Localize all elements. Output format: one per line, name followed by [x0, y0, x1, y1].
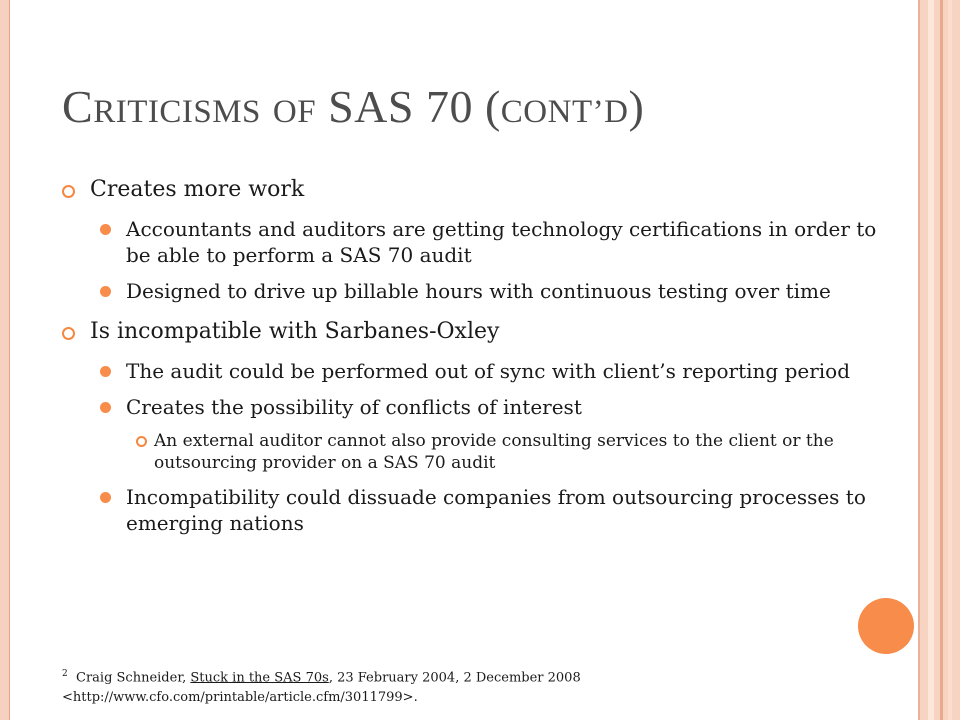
dot-bullet-icon: [100, 402, 111, 413]
bullet-text: Is incompatible with Sarbanes-Oxley: [90, 319, 500, 344]
bullet-text: Creates the possibility of conflicts of interest: [126, 395, 582, 419]
ring-bullet-icon: [136, 436, 147, 447]
bullet-level2: [62, 358, 882, 384]
bullet-level3: [62, 430, 882, 474]
bullet-text: An external auditor cannot also provide consulting services to the client or the outsourcing provider on a SAS 70 audit: [154, 431, 834, 473]
decorative-circle: [858, 598, 914, 654]
bullet-text: Designed to drive up billable hours with continuous testing over time: [126, 279, 831, 303]
slide-title: [62, 80, 644, 133]
bullet-level2: [62, 216, 882, 268]
bullet-level2: [62, 484, 882, 536]
dot-bullet-icon: [100, 492, 111, 503]
dot-bullet-icon: [100, 366, 111, 377]
footnote: [62, 664, 581, 708]
footnote-dates: , 23 February 2004, 2 December 2008: [328, 670, 581, 686]
right-stripe: [940, 0, 943, 720]
right-border-decoration: [918, 0, 960, 720]
ring-bullet-icon: [62, 327, 75, 340]
right-stripe: [918, 0, 920, 720]
title-of: OF: [272, 94, 317, 130]
dot-bullet-icon: [100, 224, 111, 235]
bullet-text: Accountants and auditors are getting technology certifications in order to be able to perform a SAS 70 audit: [126, 217, 877, 267]
footnote-number: 2: [62, 669, 68, 679]
footnote-url: <http://www.cfo.com/printable/article.cfm/3011799>.: [62, 690, 418, 706]
bullet-text: Creates more work: [90, 177, 305, 202]
bullet-level1: [62, 318, 882, 346]
title-first-letter: C: [62, 81, 94, 132]
right-stripe: [948, 0, 952, 720]
title-main: SAS 70 (: [328, 81, 501, 132]
slide-content: [62, 176, 882, 546]
bullet-level1: [62, 176, 882, 204]
right-stripe: [928, 0, 934, 720]
bullet-level2: [62, 278, 882, 304]
title-smallcaps: RITICISMS: [93, 94, 261, 130]
footnote-author: Craig Schneider,: [76, 670, 191, 686]
title-cont: CONT’D: [500, 94, 629, 130]
left-border-decoration: [0, 0, 10, 720]
bullet-text: Incompatibility could dissuade companies from outsourcing processes to emerging nations: [126, 485, 866, 535]
title-close: ): [628, 81, 645, 132]
bullet-level2: [62, 394, 882, 420]
ring-bullet-icon: [62, 185, 75, 198]
footnote-line: [62, 664, 581, 688]
footnote-article-link[interactable]: Stuck in the SAS 70s: [190, 670, 329, 686]
dot-bullet-icon: [100, 286, 111, 297]
bullet-text: The audit could be performed out of sync with client’s reporting period: [126, 359, 851, 383]
